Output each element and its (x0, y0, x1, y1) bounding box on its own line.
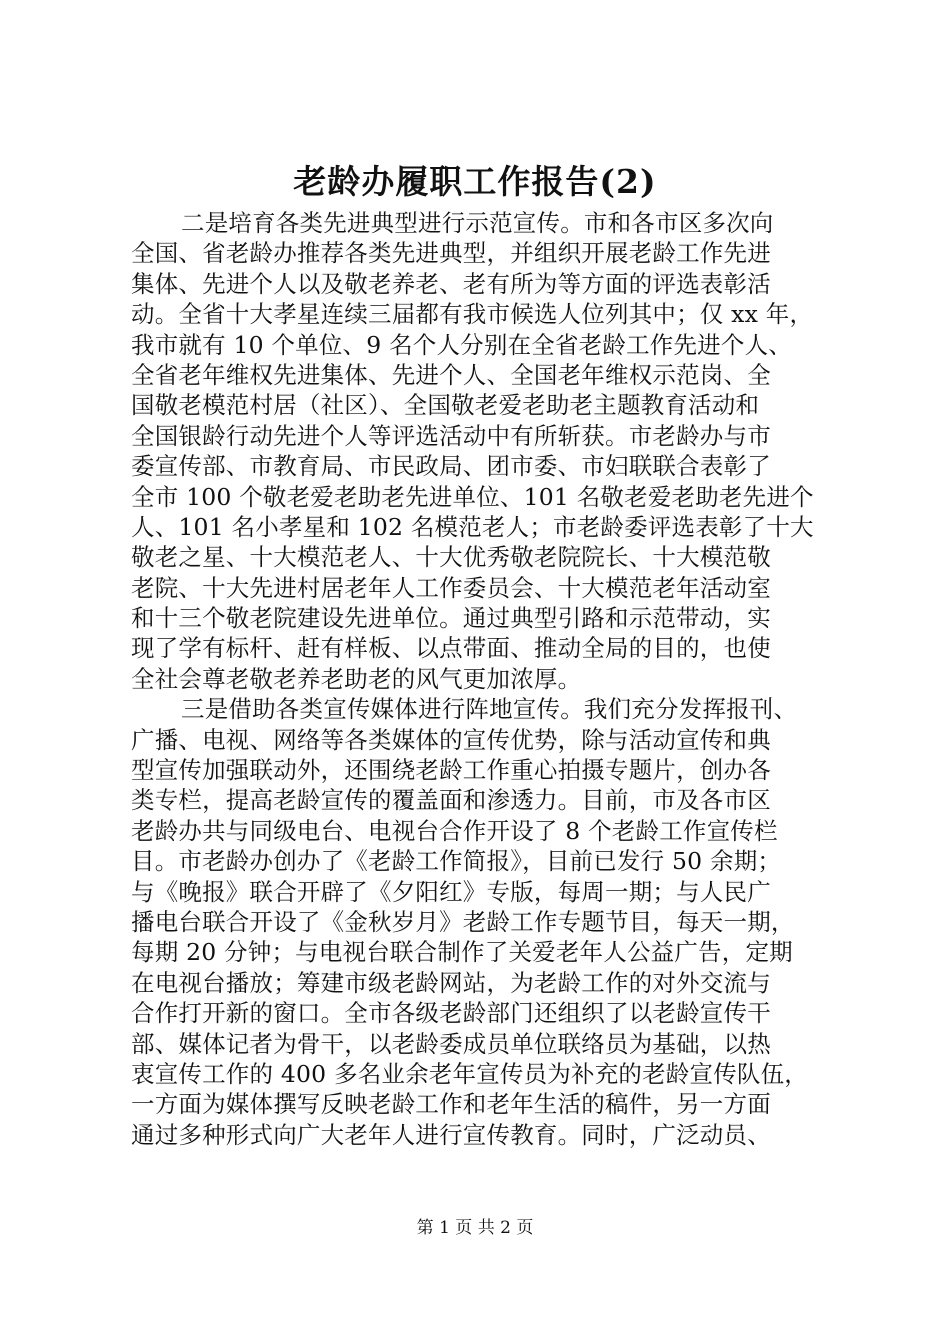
paragraph-line: 型宣传加强联动外，还围绕老龄工作重心拍摄专题片，创办各 (131, 756, 771, 785)
paragraph-line: 人、101 名小孝星和 102 名模范老人；市老龄委评选表彰了十大 (131, 512, 814, 541)
paragraph-line: 全省老年维权先进集体、先进个人、全国老年维权示范岗、全 (131, 360, 771, 389)
paragraph-line: 通过多种形式向广大老年人进行宣传教育。同时，广泛动员、 (131, 1120, 771, 1149)
paragraph-line: 一方面为媒体撰写反映老龄工作和老年生活的稿件，另一方面 (131, 1090, 771, 1119)
paragraph-line: 集体、先进个人以及敬老养老、老有所为等方面的评选表彰活 (131, 269, 771, 298)
paragraph-line: 与《晚报》联合开辟了《夕阳红》专版，每周一期；与人民广 (131, 877, 771, 906)
paragraph-line: 广播、电视、网络等各类媒体的宣传优势，除与活动宣传和典 (131, 725, 771, 754)
paragraph-line: 全市 100 个敬老爱老助老先进单位、101 名敬老爱老助老先进个 (131, 482, 814, 511)
paragraph-line: 衷宣传工作的 400 多名业余老年宣传员为补充的老龄宣传队伍， (131, 1059, 808, 1088)
paragraph-line: 我市就有 10 个单位、9 名个人分别在全省老龄工作先进个人、 (131, 330, 792, 359)
paragraph-line: 国敬老模范村居（社区）、全国敬老爱老助老主题教育活动和 (131, 391, 760, 420)
paragraph-line: 和十三个敬老院建设先进单位。通过典型引路和示范带动，实 (131, 604, 771, 633)
paragraph-line: 老龄办共与同级电台、电视台合作开设了 8 个老龄工作宣传栏 (131, 816, 778, 845)
paragraph-line: 目。市老龄办创办了《老龄工作简报》，目前已发行 50 余期； (131, 847, 782, 876)
paragraph-line: 全社会尊老敬老养老助老的风气更加浓厚。 (131, 664, 582, 693)
paragraph-line: 在电视台播放；筹建市级老龄网站，为老龄工作的对外交流与 (131, 968, 771, 997)
page-number-footer: 第 1 页 共 2 页 (416, 1218, 534, 1238)
paragraph-line: 二是培育各类先进典型进行示范宣传。市和各市区多次向 (181, 209, 774, 237)
paragraph-line: 合作打开新的窗口。全市各级老龄部门还组织了以老龄宣传干 (131, 999, 771, 1028)
paragraph-line: 敬老之星、十大模范老人、十大优秀敬老院院长、十大模范敬 (131, 543, 771, 572)
paragraph-line: 动。全省十大孝星连续三届都有我市候选人位列其中；仅 xx 年， (131, 300, 814, 329)
paragraph-line: 部、媒体记者为骨干，以老龄委成员单位联络员为基础，以热 (131, 1029, 771, 1058)
paragraph-line: 现了学有标杆、赶有样板、以点带面、推动全局的目的，也使 (131, 634, 771, 663)
paragraph-line: 类专栏，提高老龄宣传的覆盖面和渗透力。目前，市及各市区 (131, 786, 771, 815)
paragraph-line: 委宣传部、市教育局、市民政局、团市委、市妇联联合表彰了 (131, 452, 771, 481)
paragraph-line: 每期 20 分钟；与电视台联合制作了关爱老年人公益广告，定期 (131, 938, 793, 967)
paragraph-line: 全国、省老龄办推荐各类先进典型，并组织开展老龄工作先进 (131, 239, 771, 268)
paragraph-line: 三是借助各类宣传媒体进行阵地宣传。我们充分发挥报刊、 (181, 695, 798, 724)
paragraph-line: 全国银龄行动先进个人等评选活动中有所斩获。市老龄办与市 (131, 421, 771, 450)
document-body (131, 208, 831, 1150)
paragraph-line: 老院、十大先进村居老年人工作委员会、十大模范老年活动室 (131, 573, 771, 602)
paragraph-line: 播电台联合开设了《金秋岁月》老龄工作专题节目，每天一期， (131, 907, 795, 936)
document-title: 老龄办履职工作报告(2) (293, 162, 657, 201)
